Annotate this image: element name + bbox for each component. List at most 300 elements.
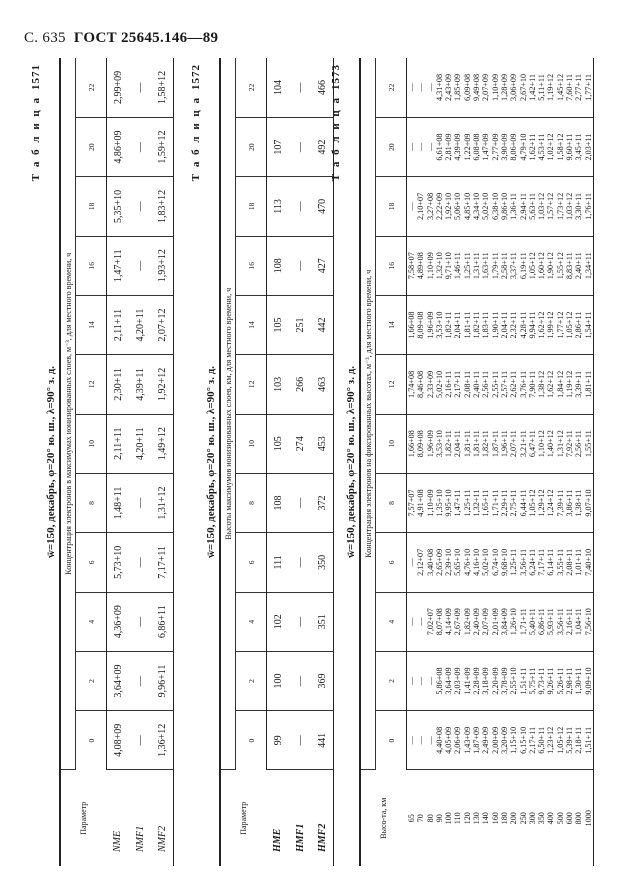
table-cell: 8,09+08 bbox=[416, 414, 425, 473]
table-cell: 1,36+11 bbox=[509, 177, 518, 236]
table-cell: 1,55+12 bbox=[556, 236, 565, 295]
table-cell: 1,84+12 bbox=[556, 355, 565, 414]
hours-row bbox=[236, 58, 267, 866]
table-cell: 1,26+10 bbox=[509, 592, 518, 651]
table-cell: 1,87+11 bbox=[491, 414, 500, 473]
table-number: 1571 bbox=[30, 64, 42, 90]
hour-header: 22 bbox=[236, 58, 267, 117]
table-cell: 1,04+11 bbox=[574, 592, 583, 651]
table-cell: 1,55+11 bbox=[584, 414, 594, 473]
table-row bbox=[556, 58, 565, 866]
row-label: 250 bbox=[518, 812, 528, 825]
table-cell: 102 bbox=[267, 592, 290, 651]
table-cell: 2,20+09 bbox=[491, 651, 500, 710]
table-cell: 2,04+11 bbox=[500, 295, 509, 354]
table-cell: 1,40+12 bbox=[546, 414, 555, 473]
table-cell: 6,47+11 bbox=[528, 414, 537, 473]
table-cell: 1,47+09 bbox=[481, 117, 490, 176]
table-cell: 2,04+11 bbox=[453, 295, 462, 354]
hour-header: 10 bbox=[76, 414, 107, 473]
row-label: 65 bbox=[406, 814, 416, 823]
table-cell: 1,22+09 bbox=[463, 117, 472, 176]
table-cell: 1,34+11 bbox=[584, 236, 594, 295]
table-cell: 4,89+08 bbox=[416, 236, 425, 295]
table-cell: 7,58+07 bbox=[407, 236, 417, 295]
table-cell: 2,77+09 bbox=[491, 117, 500, 176]
hours-row bbox=[376, 58, 407, 866]
table-cell: 3,53+10 bbox=[435, 414, 444, 473]
table-cell: 1,24+12 bbox=[546, 473, 555, 532]
table-cell: 1,35+10 bbox=[435, 473, 444, 532]
table-cell: — bbox=[129, 473, 151, 532]
table-cell: — bbox=[416, 58, 425, 117]
table-cell: 1,31+11 bbox=[472, 236, 481, 295]
table-cell: 2,08+11 bbox=[463, 355, 472, 414]
table-cell: 9,07+10 bbox=[584, 473, 594, 532]
table-cell: 105 bbox=[267, 414, 290, 473]
table-cell: 7,17+11 bbox=[151, 533, 174, 592]
table-cell: 7,02+07 bbox=[426, 592, 435, 651]
hour-header: 22 bbox=[76, 58, 107, 117]
table-cell: 2,08+11 bbox=[565, 533, 574, 592]
table-cell: 1,92+10 bbox=[444, 177, 453, 236]
hour-header: 12 bbox=[236, 355, 267, 414]
table-cell: 1,82+09 bbox=[463, 592, 472, 651]
table-cell: — bbox=[289, 592, 311, 651]
table-cell: 5,35+10 bbox=[107, 177, 130, 236]
table-cell: 5,93+11 bbox=[546, 592, 555, 651]
table-cell: 2,67+09 bbox=[453, 592, 462, 651]
table-cell: — bbox=[407, 533, 417, 592]
table-cell: — bbox=[129, 651, 151, 710]
table-cell: 3,37+11 bbox=[509, 236, 518, 295]
table-cell: 4,34+10 bbox=[472, 177, 481, 236]
table-cell: 2,06+09 bbox=[453, 711, 462, 770]
row-label: NMF2 bbox=[151, 770, 174, 866]
table-row bbox=[444, 58, 453, 866]
table-cell: 3,06+09 bbox=[509, 58, 518, 117]
table-cell: 1,79+11 bbox=[491, 236, 500, 295]
page-number: С. 635 bbox=[24, 30, 66, 46]
hour-header: 14 bbox=[376, 295, 407, 354]
table-row bbox=[537, 58, 546, 866]
table-cell: 4,20+11 bbox=[129, 414, 151, 473]
table-cell: 1,54+11 bbox=[584, 295, 594, 354]
table-cell: 4,16+10 bbox=[472, 533, 481, 592]
table-title bbox=[328, 58, 344, 866]
table-cell: 4,39+11 bbox=[129, 355, 151, 414]
table-cell: 3,21+11 bbox=[519, 414, 528, 473]
table-cell: 4,31+08 bbox=[435, 58, 444, 117]
table-cell: 1,77+12 bbox=[556, 295, 565, 354]
row-label: 100 bbox=[444, 812, 454, 825]
rotated-tables-area bbox=[28, 58, 603, 866]
table-cell: 2,32+11 bbox=[509, 295, 518, 354]
row-label: HMF1 bbox=[294, 823, 306, 852]
table-cell: 4,39+09 bbox=[453, 117, 462, 176]
table-cell: 7,57+07 bbox=[407, 473, 417, 532]
table-label: Т а б л и ц а bbox=[30, 96, 42, 182]
table-cell: 453 bbox=[311, 414, 334, 473]
table-cell: 5,86+08 bbox=[435, 651, 444, 710]
table-cell: 1,62+11 bbox=[528, 117, 537, 176]
table-cell: 1,05+12 bbox=[528, 236, 537, 295]
table-cell: 103 bbox=[267, 355, 290, 414]
table-cell: 3,55+11 bbox=[556, 533, 565, 592]
row-label: 180 bbox=[499, 812, 509, 825]
table-cell: — bbox=[129, 711, 151, 770]
row-label: HME bbox=[272, 828, 284, 852]
hour-header: 2 bbox=[236, 651, 267, 710]
table-cell: 2,57+11 bbox=[500, 355, 509, 414]
row-label: 110 bbox=[453, 812, 463, 825]
table-cell: 8,83+11 bbox=[565, 236, 574, 295]
table-cell: 2,18+11 bbox=[574, 711, 583, 770]
table-cell: 4,40+08 bbox=[435, 711, 444, 770]
table-cell: 2,55+10 bbox=[509, 651, 518, 710]
table-cell: 441 bbox=[311, 711, 334, 770]
table-cell: 1,43+09 bbox=[463, 711, 472, 770]
table-cell: 5,63+11 bbox=[528, 177, 537, 236]
table-cell: 2,75+11 bbox=[509, 473, 518, 532]
table-cell: 1,05+12 bbox=[528, 473, 537, 532]
table-cell: 1,71+11 bbox=[519, 592, 528, 651]
table-cell: 1,32+11 bbox=[472, 473, 481, 532]
table-cell: 4,36+09 bbox=[107, 592, 130, 651]
row-label: NME bbox=[112, 830, 124, 852]
table-row bbox=[407, 58, 417, 866]
table-cell: 1,58+12 bbox=[556, 117, 565, 176]
row-label: HMF2 bbox=[311, 770, 334, 866]
hour-header: 6 bbox=[236, 533, 267, 592]
table-cell: — bbox=[289, 711, 311, 770]
table-cell: 2,40+09 bbox=[472, 592, 481, 651]
table-cell: 466 bbox=[311, 58, 334, 117]
table-cell: 1,25+11 bbox=[463, 236, 472, 295]
table-row bbox=[289, 58, 311, 866]
table-cell: 7,56+10 bbox=[584, 592, 594, 651]
table-cell: 4,20+11 bbox=[129, 295, 151, 354]
table-cell: 6,86+11 bbox=[151, 592, 174, 651]
table-row bbox=[453, 58, 462, 866]
hour-header: 16 bbox=[236, 236, 267, 295]
table-cell: 372 bbox=[311, 473, 334, 532]
table-cell: — bbox=[416, 592, 425, 651]
hour-header: 6 bbox=[376, 533, 407, 592]
table-cell: 4,79+10 bbox=[519, 117, 528, 176]
table-row bbox=[528, 58, 537, 866]
hour-header: 16 bbox=[376, 236, 407, 295]
table-cell: 4,91+08 bbox=[416, 473, 425, 532]
hour-header: 12 bbox=[376, 355, 407, 414]
row-label: 80 bbox=[425, 814, 435, 823]
group-header: Концентрация электронов на фиксированных высотах, м⁻³, для местного времени, ч bbox=[360, 58, 376, 770]
table-cell: 1,38+11 bbox=[574, 473, 583, 532]
table-cell: 1,25+11 bbox=[463, 473, 472, 532]
hour-header: 4 bbox=[236, 592, 267, 651]
table-cell: 1,81+11 bbox=[584, 355, 594, 414]
table-cell: 2,40+11 bbox=[574, 236, 583, 295]
table-cell: 492 bbox=[311, 117, 334, 176]
table-cell: 9,95+10 bbox=[444, 473, 453, 532]
row-label: 90 bbox=[434, 814, 444, 823]
table-number: 1572 bbox=[190, 64, 202, 90]
table-cell: 1,82+11 bbox=[444, 295, 453, 354]
table-cell: 1,28+09 bbox=[500, 58, 509, 117]
row-label: 70 bbox=[416, 814, 426, 823]
table-cell: 1,96+09 bbox=[426, 295, 435, 354]
data-table bbox=[219, 58, 334, 866]
table-cell: 3,18+09 bbox=[481, 651, 490, 710]
table-cell: 2,65+09 bbox=[435, 533, 444, 592]
table-cell: 5,73+10 bbox=[107, 533, 130, 592]
table-cell: — bbox=[426, 58, 435, 117]
table-cell: 1,49+12 bbox=[151, 414, 174, 473]
table-cell: 1,81+11 bbox=[463, 295, 472, 354]
table-cell: 1,23+12 bbox=[546, 711, 555, 770]
standard-code: ГОСТ 25645.146—89 bbox=[73, 30, 219, 46]
table-row bbox=[491, 58, 500, 866]
table-cell: 1,93+12 bbox=[151, 236, 174, 295]
table-cell: 4,28+11 bbox=[519, 295, 528, 354]
table-cell: 1,29+12 bbox=[537, 473, 546, 532]
table-cell: 7,40+10 bbox=[584, 533, 594, 592]
table-cell: 3,64+09 bbox=[444, 651, 453, 710]
table-body bbox=[267, 58, 334, 866]
table-cell: — bbox=[289, 473, 311, 532]
table-cell: — bbox=[129, 58, 151, 117]
table-cell: 2,39+10 bbox=[444, 533, 453, 592]
table-cell: 5,06+10 bbox=[453, 177, 462, 236]
table-cell: 9,49+08 bbox=[472, 58, 481, 117]
table-cell: 1,51+11 bbox=[584, 711, 594, 770]
table-cell: 2,07+09 bbox=[481, 592, 490, 651]
table-cell: 2,94+11 bbox=[519, 177, 528, 236]
table-cell: — bbox=[129, 533, 151, 592]
table-block-1572 bbox=[188, 58, 334, 866]
param-column-header: Параметр bbox=[60, 770, 107, 866]
table-cell: 1,31+12 bbox=[151, 473, 174, 532]
row-label: 350 bbox=[537, 812, 547, 825]
table-cell: 1,66+08 bbox=[407, 295, 417, 354]
row-label: 200 bbox=[509, 812, 519, 825]
row-label: 130 bbox=[472, 812, 482, 825]
table-cell: 2,07+11 bbox=[509, 414, 518, 473]
table-cell: 2,56+11 bbox=[481, 355, 490, 414]
table-cell: 9,86+10 bbox=[500, 177, 509, 236]
table-cell: 8,46+08 bbox=[416, 355, 425, 414]
table-cell: 8,07+08 bbox=[435, 592, 444, 651]
table-cell: 6,09+08 bbox=[463, 58, 472, 117]
table-cell: 6,44+11 bbox=[519, 473, 528, 532]
table-head bbox=[220, 58, 267, 866]
table-block-1571 bbox=[28, 58, 174, 866]
table-cell: 1,47+11 bbox=[107, 236, 130, 295]
table-cell: 1,10+12 bbox=[537, 414, 546, 473]
table-cell: 3,90+09 bbox=[500, 117, 509, 176]
table-cell: 4,86+09 bbox=[107, 117, 130, 176]
table-cell: 3,56+11 bbox=[519, 533, 528, 592]
hour-header: 10 bbox=[236, 414, 267, 473]
param-column-header: Высо-та, км bbox=[360, 770, 407, 866]
table-cell: 9,26+11 bbox=[546, 651, 555, 710]
table-cell: 2,99+09 bbox=[107, 58, 130, 117]
hour-header: 20 bbox=[236, 117, 267, 176]
table-body bbox=[407, 58, 594, 866]
hour-header: 2 bbox=[376, 651, 407, 710]
table-row bbox=[267, 58, 290, 866]
table-cell: 1,41+09 bbox=[463, 651, 472, 710]
table-cell: — bbox=[407, 651, 417, 710]
table-cell: — bbox=[289, 651, 311, 710]
table-cell: 2,04+11 bbox=[453, 414, 462, 473]
header-row bbox=[60, 58, 76, 866]
table-cell: 2,62+11 bbox=[509, 355, 518, 414]
group-header: Концентрация электронов в максимумах ионизированных слоев, м⁻³, для местного времени, ч bbox=[60, 58, 76, 770]
table-cell: 6,14+11 bbox=[546, 533, 555, 592]
table-cell: — bbox=[129, 117, 151, 176]
table-cell: 1,30+11 bbox=[574, 651, 583, 710]
table-cell: 3,39+11 bbox=[574, 355, 583, 414]
table-cell: 1,71+11 bbox=[491, 473, 500, 532]
table-cell: 4,14+09 bbox=[444, 592, 453, 651]
table-cell: 1,45+12 bbox=[556, 58, 565, 117]
table-cell: 1,10+09 bbox=[426, 236, 435, 295]
table-cell: — bbox=[289, 177, 311, 236]
data-table bbox=[359, 58, 594, 866]
table-row bbox=[565, 58, 574, 866]
hour-header: 0 bbox=[76, 711, 107, 770]
table-cell: 3,76+11 bbox=[519, 355, 528, 414]
table-cell: 6,61+08 bbox=[435, 117, 444, 176]
table-cell: 470 bbox=[311, 177, 334, 236]
table-cell: — bbox=[289, 58, 311, 117]
hour-header: 22 bbox=[376, 58, 407, 117]
table-row bbox=[416, 58, 425, 866]
table-cell: — bbox=[129, 177, 151, 236]
table-cell: 6,19+11 bbox=[519, 236, 528, 295]
table-cell: 5,75+11 bbox=[528, 651, 537, 710]
table-cell: 111 bbox=[267, 533, 290, 592]
table-cell: — bbox=[426, 651, 435, 710]
table-cell: — bbox=[416, 117, 425, 176]
table-cell: 7,39+11 bbox=[556, 473, 565, 532]
table-cell: 3,20+09 bbox=[500, 711, 509, 770]
table-cell: 7,17+11 bbox=[537, 533, 546, 592]
table-cell: 351 bbox=[311, 592, 334, 651]
table-cell: 1,87+09 bbox=[472, 711, 481, 770]
table-row bbox=[107, 58, 130, 866]
table-cell: 3,64+09 bbox=[107, 651, 130, 710]
table-label: Т а б л и ц а bbox=[190, 96, 202, 182]
hour-header: 6 bbox=[76, 533, 107, 592]
hour-header: 8 bbox=[236, 473, 267, 532]
table-cell: 1,10+09 bbox=[491, 58, 500, 117]
table-cell: 2,07+12 bbox=[151, 295, 174, 354]
table-cell: 2,30+11 bbox=[107, 355, 130, 414]
table-cell: — bbox=[289, 117, 311, 176]
table-cell: 2,77+11 bbox=[574, 58, 583, 117]
hour-header: 20 bbox=[376, 117, 407, 176]
table-cell: 1,99+12 bbox=[546, 295, 555, 354]
table-cell: 2,98+11 bbox=[565, 651, 574, 710]
table-cell: 1,47+11 bbox=[453, 473, 462, 532]
table-cell: 1,38+12 bbox=[537, 355, 546, 414]
table-cell: 8,09+08 bbox=[416, 295, 425, 354]
table-cell: 1,31+12 bbox=[556, 414, 565, 473]
table-cell: 9,73+11 bbox=[537, 651, 546, 710]
table-cell: 4,53+11 bbox=[537, 117, 546, 176]
table-cell: 1,62+12 bbox=[537, 295, 546, 354]
table-title bbox=[28, 58, 44, 866]
table-cell: 266 bbox=[289, 355, 311, 414]
row-label: 600 bbox=[565, 812, 575, 825]
table-cell: 2,12+07 bbox=[416, 533, 425, 592]
hour-header: 20 bbox=[76, 117, 107, 176]
table-cell: — bbox=[426, 117, 435, 176]
hour-header: 18 bbox=[376, 177, 407, 236]
hour-header: 18 bbox=[76, 177, 107, 236]
hour-header: 16 bbox=[76, 236, 107, 295]
table-row bbox=[151, 58, 174, 866]
table-cell: 1,60+12 bbox=[537, 236, 546, 295]
table-cell: 1,81+11 bbox=[463, 414, 472, 473]
hour-header: 18 bbox=[236, 177, 267, 236]
table-cell: 2,01+09 bbox=[491, 592, 500, 651]
hour-header: 10 bbox=[376, 414, 407, 473]
table-cell: 2,56+11 bbox=[574, 414, 583, 473]
table-cell: 1,90+12 bbox=[546, 236, 555, 295]
table-cell: 2,86+11 bbox=[574, 295, 583, 354]
table-title bbox=[188, 58, 204, 866]
table-cell: 2,55+11 bbox=[491, 355, 500, 414]
hour-header: 14 bbox=[236, 295, 267, 354]
table-cell: 2,17+11 bbox=[528, 711, 537, 770]
table-cell: 1,77+11 bbox=[584, 58, 594, 117]
table-cell: 1,90+11 bbox=[491, 295, 500, 354]
table-cell: 1,96+09 bbox=[426, 414, 435, 473]
table-cell: 3,56+11 bbox=[556, 592, 565, 651]
hour-header: 12 bbox=[76, 355, 107, 414]
table-cell: 2,17+11 bbox=[453, 355, 462, 414]
table-cell: 6,74+10 bbox=[491, 533, 500, 592]
table-cell: 1,10+09 bbox=[426, 473, 435, 532]
data-table bbox=[59, 58, 174, 866]
table-cell: 3,45+11 bbox=[574, 117, 583, 176]
table-condition: w̄=150, декабрь, φ=20° ю. ш., λ=90° з. д. bbox=[345, 365, 357, 559]
table-cell: 442 bbox=[311, 295, 334, 354]
table-cell: 1,82+11 bbox=[472, 295, 481, 354]
table-cell: 9,96+11 bbox=[151, 651, 174, 710]
table-block-1573 bbox=[328, 58, 594, 866]
table-cell: 274 bbox=[289, 414, 311, 473]
table-cell: 1,57+12 bbox=[546, 177, 555, 236]
table-cell: — bbox=[407, 58, 417, 117]
table-cell: 1,73+12 bbox=[556, 177, 565, 236]
table-cell: 5,26+11 bbox=[556, 651, 565, 710]
table-cell: 5,39+11 bbox=[565, 711, 574, 770]
table-cell: 6,24+11 bbox=[528, 533, 537, 592]
table-cell: 4,08+09 bbox=[107, 711, 130, 770]
table-cell: 2,10+07 bbox=[416, 177, 425, 236]
table-row bbox=[426, 58, 435, 866]
table-cell: 6,50+11 bbox=[537, 711, 546, 770]
header-row bbox=[220, 58, 236, 866]
table-cell: 369 bbox=[311, 651, 334, 710]
table-cell: 1,46+11 bbox=[453, 236, 462, 295]
table-cell: 3,30+11 bbox=[574, 177, 583, 236]
table-row bbox=[584, 58, 594, 866]
